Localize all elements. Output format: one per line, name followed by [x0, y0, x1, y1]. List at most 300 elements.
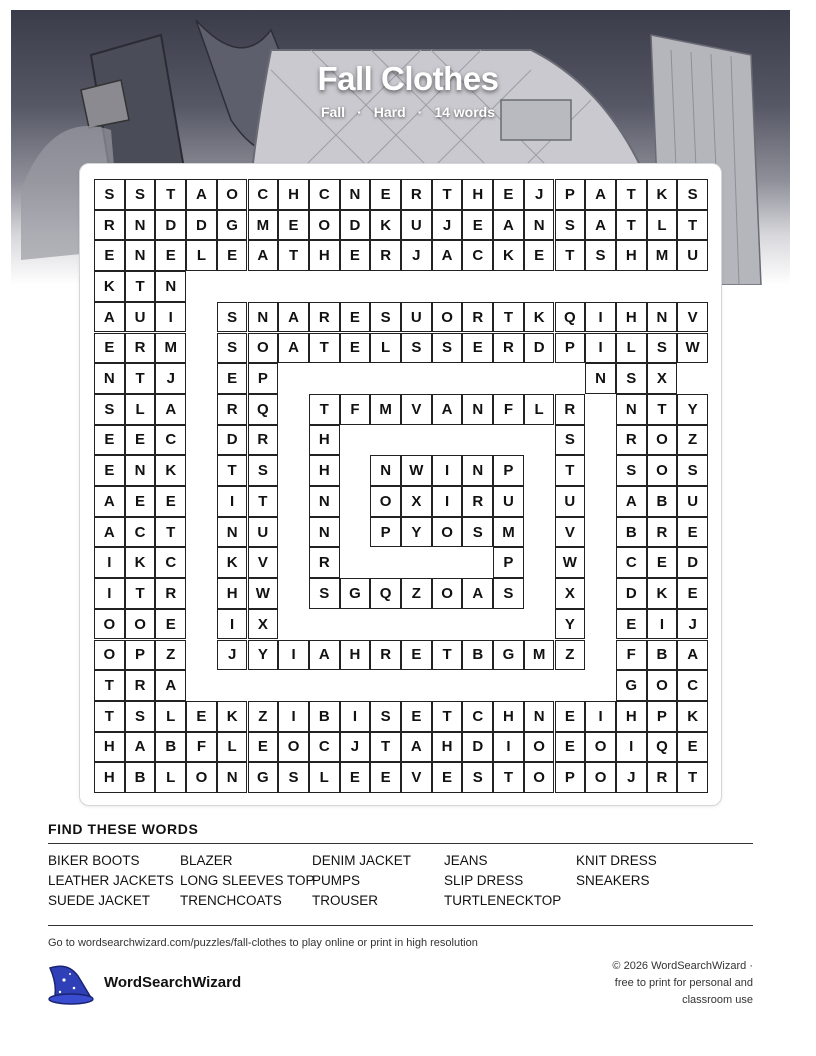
grid-cell[interactable]: P: [248, 363, 279, 394]
grid-cell[interactable]: E: [155, 486, 186, 517]
grid-cell[interactable]: A: [186, 179, 217, 210]
grid-cell[interactable]: H: [340, 640, 371, 671]
grid-cell[interactable]: D: [677, 547, 708, 578]
grid-cell[interactable]: N: [616, 394, 647, 425]
grid-cell[interactable]: E: [401, 640, 432, 671]
grid-cell[interactable]: Y: [677, 394, 708, 425]
grid-cell[interactable]: C: [309, 732, 340, 763]
grid-cell[interactable]: O: [432, 578, 463, 609]
grid-cell[interactable]: K: [217, 547, 248, 578]
grid-cell[interactable]: T: [432, 701, 463, 732]
grid-cell[interactable]: E: [340, 240, 371, 271]
grid-cell[interactable]: E: [155, 609, 186, 640]
grid-cell[interactable]: R: [94, 210, 125, 241]
grid-cell[interactable]: P: [370, 517, 401, 548]
grid-cell[interactable]: I: [155, 302, 186, 333]
grid-cell[interactable]: E: [493, 179, 524, 210]
grid-cell[interactable]: G: [616, 670, 647, 701]
grid-cell[interactable]: V: [401, 762, 432, 793]
grid-cell[interactable]: H: [462, 179, 493, 210]
grid-cell[interactable]: R: [248, 425, 279, 456]
grid-cell[interactable]: E: [94, 455, 125, 486]
grid-cell[interactable]: E: [677, 517, 708, 548]
grid-cell[interactable]: S: [677, 455, 708, 486]
grid-cell[interactable]: O: [432, 302, 463, 333]
grid-cell[interactable]: S: [125, 701, 156, 732]
grid-cell[interactable]: S: [94, 179, 125, 210]
grid-cell[interactable]: T: [125, 271, 156, 302]
grid-cell[interactable]: H: [309, 425, 340, 456]
grid-cell[interactable]: I: [647, 609, 678, 640]
grid-cell[interactable]: C: [155, 547, 186, 578]
grid-cell[interactable]: E: [370, 179, 401, 210]
grid-cell[interactable]: S: [248, 455, 279, 486]
grid-cell[interactable]: S: [125, 179, 156, 210]
grid-cell[interactable]: R: [462, 302, 493, 333]
grid-cell[interactable]: S: [616, 455, 647, 486]
grid-cell[interactable]: T: [555, 240, 586, 271]
grid-cell[interactable]: R: [647, 762, 678, 793]
grid-cell[interactable]: K: [217, 701, 248, 732]
grid-cell[interactable]: D: [462, 732, 493, 763]
grid-cell[interactable]: T: [370, 732, 401, 763]
grid-cell[interactable]: E: [401, 701, 432, 732]
grid-cell[interactable]: C: [462, 240, 493, 271]
grid-cell[interactable]: J: [217, 640, 248, 671]
grid-cell[interactable]: R: [217, 394, 248, 425]
grid-cell[interactable]: E: [677, 732, 708, 763]
grid-cell[interactable]: G: [340, 578, 371, 609]
grid-cell[interactable]: V: [401, 394, 432, 425]
grid-cell[interactable]: D: [217, 425, 248, 456]
grid-cell[interactable]: N: [94, 363, 125, 394]
grid-cell[interactable]: R: [462, 486, 493, 517]
grid-cell[interactable]: O: [524, 762, 555, 793]
grid-cell[interactable]: G: [493, 640, 524, 671]
grid-cell[interactable]: T: [94, 670, 125, 701]
grid-cell[interactable]: T: [555, 455, 586, 486]
grid-cell[interactable]: R: [309, 547, 340, 578]
grid-cell[interactable]: H: [616, 240, 647, 271]
grid-cell[interactable]: E: [616, 609, 647, 640]
grid-cell[interactable]: E: [340, 333, 371, 364]
grid-cell[interactable]: H: [278, 179, 309, 210]
grid-cell[interactable]: T: [432, 640, 463, 671]
grid-cell[interactable]: C: [616, 547, 647, 578]
grid-cell[interactable]: T: [155, 179, 186, 210]
grid-cell[interactable]: F: [493, 394, 524, 425]
grid-cell[interactable]: H: [432, 732, 463, 763]
grid-cell[interactable]: S: [555, 425, 586, 456]
grid-cell[interactable]: H: [217, 578, 248, 609]
grid-cell[interactable]: Q: [647, 732, 678, 763]
grid-cell[interactable]: B: [616, 517, 647, 548]
grid-cell[interactable]: T: [155, 517, 186, 548]
grid-cell[interactable]: N: [125, 210, 156, 241]
grid-cell[interactable]: E: [555, 701, 586, 732]
grid-cell[interactable]: O: [585, 762, 616, 793]
grid-cell[interactable]: O: [370, 486, 401, 517]
grid-cell[interactable]: I: [432, 486, 463, 517]
grid-cell[interactable]: A: [278, 302, 309, 333]
grid-cell[interactable]: B: [155, 732, 186, 763]
grid-cell[interactable]: V: [555, 517, 586, 548]
grid-cell[interactable]: M: [370, 394, 401, 425]
grid-cell[interactable]: E: [370, 762, 401, 793]
grid-cell[interactable]: T: [125, 363, 156, 394]
grid-cell[interactable]: A: [401, 732, 432, 763]
grid-cell[interactable]: K: [647, 578, 678, 609]
grid-cell[interactable]: I: [585, 701, 616, 732]
grid-cell[interactable]: O: [524, 732, 555, 763]
grid-cell[interactable]: H: [493, 701, 524, 732]
grid-cell[interactable]: X: [401, 486, 432, 517]
grid-cell[interactable]: K: [677, 701, 708, 732]
grid-cell[interactable]: T: [217, 455, 248, 486]
grid-cell[interactable]: J: [677, 609, 708, 640]
grid-cell[interactable]: P: [555, 333, 586, 364]
grid-cell[interactable]: M: [524, 640, 555, 671]
grid-cell[interactable]: W: [677, 333, 708, 364]
grid-cell[interactable]: F: [340, 394, 371, 425]
grid-cell[interactable]: S: [585, 240, 616, 271]
grid-cell[interactable]: N: [217, 762, 248, 793]
grid-cell[interactable]: H: [309, 240, 340, 271]
grid-cell[interactable]: M: [493, 517, 524, 548]
grid-cell[interactable]: J: [401, 240, 432, 271]
grid-cell[interactable]: E: [248, 732, 279, 763]
grid-cell[interactable]: C: [677, 670, 708, 701]
grid-cell[interactable]: L: [155, 762, 186, 793]
grid-cell[interactable]: U: [248, 517, 279, 548]
grid-cell[interactable]: I: [616, 732, 647, 763]
grid-cell[interactable]: C: [125, 517, 156, 548]
grid-cell[interactable]: R: [155, 578, 186, 609]
grid-cell[interactable]: K: [125, 547, 156, 578]
grid-cell[interactable]: N: [370, 455, 401, 486]
grid-cell[interactable]: T: [94, 701, 125, 732]
grid-cell[interactable]: I: [94, 578, 125, 609]
grid-cell[interactable]: A: [616, 486, 647, 517]
grid-cell[interactable]: R: [493, 333, 524, 364]
grid-cell[interactable]: J: [340, 732, 371, 763]
grid-cell[interactable]: N: [462, 394, 493, 425]
grid-cell[interactable]: E: [278, 210, 309, 241]
grid-cell[interactable]: J: [432, 210, 463, 241]
grid-cell[interactable]: V: [677, 302, 708, 333]
grid-cell[interactable]: N: [155, 271, 186, 302]
grid-cell[interactable]: A: [432, 394, 463, 425]
grid-cell[interactable]: A: [585, 179, 616, 210]
grid-cell[interactable]: I: [94, 547, 125, 578]
grid-cell[interactable]: S: [401, 333, 432, 364]
grid-cell[interactable]: Z: [555, 640, 586, 671]
grid-cell[interactable]: D: [524, 333, 555, 364]
grid-cell[interactable]: I: [340, 701, 371, 732]
grid-cell[interactable]: H: [94, 762, 125, 793]
grid-cell[interactable]: E: [647, 547, 678, 578]
grid-cell[interactable]: N: [524, 701, 555, 732]
grid-cell[interactable]: K: [94, 271, 125, 302]
grid-cell[interactable]: N: [647, 302, 678, 333]
grid-cell[interactable]: U: [401, 210, 432, 241]
grid-cell[interactable]: N: [125, 240, 156, 271]
grid-cell[interactable]: S: [370, 701, 401, 732]
grid-cell[interactable]: R: [125, 333, 156, 364]
grid-cell[interactable]: R: [555, 394, 586, 425]
grid-cell[interactable]: Z: [248, 701, 279, 732]
grid-cell[interactable]: R: [401, 179, 432, 210]
grid-cell[interactable]: T: [616, 179, 647, 210]
grid-cell[interactable]: T: [493, 762, 524, 793]
grid-cell[interactable]: S: [309, 578, 340, 609]
grid-cell[interactable]: T: [677, 210, 708, 241]
grid-cell[interactable]: A: [94, 302, 125, 333]
grid-cell[interactable]: I: [493, 732, 524, 763]
grid-cell[interactable]: T: [677, 762, 708, 793]
grid-cell[interactable]: L: [309, 762, 340, 793]
grid-cell[interactable]: E: [94, 333, 125, 364]
grid-cell[interactable]: O: [248, 333, 279, 364]
grid-cell[interactable]: T: [278, 240, 309, 271]
grid-cell[interactable]: W: [555, 547, 586, 578]
grid-cell[interactable]: L: [370, 333, 401, 364]
grid-cell[interactable]: R: [309, 302, 340, 333]
grid-cell[interactable]: P: [647, 701, 678, 732]
grid-cell[interactable]: N: [309, 517, 340, 548]
grid-cell[interactable]: K: [370, 210, 401, 241]
grid-cell[interactable]: O: [647, 425, 678, 456]
grid-cell[interactable]: W: [248, 578, 279, 609]
grid-cell[interactable]: O: [278, 732, 309, 763]
grid-cell[interactable]: P: [493, 547, 524, 578]
grid-cell[interactable]: R: [125, 670, 156, 701]
grid-cell[interactable]: S: [647, 333, 678, 364]
grid-cell[interactable]: O: [125, 609, 156, 640]
grid-cell[interactable]: U: [677, 486, 708, 517]
grid-cell[interactable]: U: [125, 302, 156, 333]
grid-cell[interactable]: N: [125, 455, 156, 486]
grid-cell[interactable]: T: [647, 394, 678, 425]
grid-cell[interactable]: E: [94, 425, 125, 456]
grid-cell[interactable]: D: [616, 578, 647, 609]
grid-cell[interactable]: X: [555, 578, 586, 609]
grid-cell[interactable]: P: [555, 179, 586, 210]
grid-cell[interactable]: K: [524, 302, 555, 333]
grid-cell[interactable]: I: [278, 640, 309, 671]
grid-cell[interactable]: O: [186, 762, 217, 793]
grid-cell[interactable]: G: [217, 210, 248, 241]
grid-cell[interactable]: F: [616, 640, 647, 671]
grid-cell[interactable]: P: [555, 762, 586, 793]
grid-cell[interactable]: S: [432, 333, 463, 364]
grid-cell[interactable]: E: [462, 333, 493, 364]
grid-cell[interactable]: C: [155, 425, 186, 456]
grid-cell[interactable]: O: [309, 210, 340, 241]
grid-cell[interactable]: A: [248, 240, 279, 271]
grid-cell[interactable]: H: [616, 302, 647, 333]
grid-cell[interactable]: I: [217, 486, 248, 517]
grid-cell[interactable]: A: [462, 578, 493, 609]
grid-cell[interactable]: O: [647, 670, 678, 701]
grid-cell[interactable]: X: [647, 363, 678, 394]
grid-cell[interactable]: N: [340, 179, 371, 210]
grid-cell[interactable]: N: [217, 517, 248, 548]
grid-cell[interactable]: B: [125, 762, 156, 793]
grid-cell[interactable]: S: [94, 394, 125, 425]
grid-cell[interactable]: E: [555, 732, 586, 763]
grid-cell[interactable]: R: [647, 517, 678, 548]
grid-cell[interactable]: Y: [401, 517, 432, 548]
letter-grid[interactable]: [94, 179, 708, 793]
grid-cell[interactable]: E: [432, 762, 463, 793]
grid-cell[interactable]: T: [125, 578, 156, 609]
grid-cell[interactable]: J: [616, 762, 647, 793]
grid-cell[interactable]: S: [462, 517, 493, 548]
grid-cell[interactable]: E: [677, 578, 708, 609]
grid-cell[interactable]: A: [432, 240, 463, 271]
grid-cell[interactable]: A: [278, 333, 309, 364]
grid-cell[interactable]: O: [94, 609, 125, 640]
grid-cell[interactable]: B: [647, 640, 678, 671]
grid-cell[interactable]: O: [432, 517, 463, 548]
grid-cell[interactable]: Z: [155, 640, 186, 671]
grid-cell[interactable]: H: [309, 455, 340, 486]
grid-cell[interactable]: T: [616, 210, 647, 241]
grid-cell[interactable]: R: [616, 425, 647, 456]
grid-cell[interactable]: L: [616, 333, 647, 364]
grid-cell[interactable]: S: [616, 363, 647, 394]
grid-cell[interactable]: C: [248, 179, 279, 210]
grid-cell[interactable]: A: [493, 210, 524, 241]
grid-cell[interactable]: T: [309, 394, 340, 425]
grid-cell[interactable]: M: [248, 210, 279, 241]
grid-cell[interactable]: E: [217, 363, 248, 394]
play-online-link-text[interactable]: Go to wordsearchwizard.com/puzzles/fall-clothes to play online or print in high resolution: [48, 937, 478, 949]
grid-cell[interactable]: S: [462, 762, 493, 793]
grid-cell[interactable]: P: [125, 640, 156, 671]
grid-cell[interactable]: Q: [370, 578, 401, 609]
grid-cell[interactable]: N: [309, 486, 340, 517]
grid-cell[interactable]: Q: [555, 302, 586, 333]
grid-cell[interactable]: U: [401, 302, 432, 333]
grid-cell[interactable]: A: [585, 210, 616, 241]
grid-cell[interactable]: E: [217, 240, 248, 271]
grid-cell[interactable]: U: [493, 486, 524, 517]
grid-cell[interactable]: H: [616, 701, 647, 732]
grid-cell[interactable]: Z: [677, 425, 708, 456]
grid-cell[interactable]: T: [248, 486, 279, 517]
grid-cell[interactable]: I: [217, 609, 248, 640]
grid-cell[interactable]: O: [217, 179, 248, 210]
grid-cell[interactable]: A: [155, 670, 186, 701]
grid-cell[interactable]: B: [309, 701, 340, 732]
grid-cell[interactable]: N: [462, 455, 493, 486]
grid-cell[interactable]: I: [585, 302, 616, 333]
grid-cell[interactable]: Z: [401, 578, 432, 609]
grid-cell[interactable]: W: [401, 455, 432, 486]
grid-cell[interactable]: S: [217, 302, 248, 333]
grid-cell[interactable]: K: [647, 179, 678, 210]
grid-cell[interactable]: J: [524, 179, 555, 210]
grid-cell[interactable]: X: [248, 609, 279, 640]
grid-cell[interactable]: K: [155, 455, 186, 486]
grid-cell[interactable]: N: [585, 363, 616, 394]
grid-cell[interactable]: A: [94, 517, 125, 548]
grid-cell[interactable]: I: [432, 455, 463, 486]
grid-cell[interactable]: V: [248, 547, 279, 578]
grid-cell[interactable]: E: [94, 240, 125, 271]
grid-cell[interactable]: E: [340, 302, 371, 333]
grid-cell[interactable]: A: [155, 394, 186, 425]
grid-cell[interactable]: S: [555, 210, 586, 241]
grid-cell[interactable]: S: [677, 179, 708, 210]
grid-cell[interactable]: A: [125, 732, 156, 763]
grid-cell[interactable]: K: [493, 240, 524, 271]
grid-cell[interactable]: E: [186, 701, 217, 732]
grid-cell[interactable]: U: [677, 240, 708, 271]
grid-cell[interactable]: U: [555, 486, 586, 517]
grid-cell[interactable]: A: [94, 486, 125, 517]
grid-cell[interactable]: T: [493, 302, 524, 333]
grid-cell[interactable]: D: [155, 210, 186, 241]
grid-cell[interactable]: E: [125, 486, 156, 517]
grid-cell[interactable]: H: [94, 732, 125, 763]
grid-cell[interactable]: S: [370, 302, 401, 333]
grid-cell[interactable]: N: [248, 302, 279, 333]
grid-cell[interactable]: E: [462, 210, 493, 241]
grid-cell[interactable]: Q: [248, 394, 279, 425]
grid-cell[interactable]: B: [647, 486, 678, 517]
grid-cell[interactable]: C: [309, 179, 340, 210]
grid-cell[interactable]: L: [647, 210, 678, 241]
grid-cell[interactable]: E: [155, 240, 186, 271]
grid-cell[interactable]: D: [186, 210, 217, 241]
grid-cell[interactable]: S: [278, 762, 309, 793]
grid-cell[interactable]: A: [677, 640, 708, 671]
grid-cell[interactable]: L: [217, 732, 248, 763]
grid-cell[interactable]: D: [340, 210, 371, 241]
grid-cell[interactable]: I: [585, 333, 616, 364]
grid-cell[interactable]: I: [278, 701, 309, 732]
grid-cell[interactable]: T: [309, 333, 340, 364]
grid-cell[interactable]: S: [493, 578, 524, 609]
grid-cell[interactable]: M: [155, 333, 186, 364]
grid-cell[interactable]: Y: [248, 640, 279, 671]
grid-cell[interactable]: P: [493, 455, 524, 486]
grid-cell[interactable]: O: [647, 455, 678, 486]
grid-cell[interactable]: C: [462, 701, 493, 732]
grid-cell[interactable]: L: [155, 701, 186, 732]
grid-cell[interactable]: R: [370, 640, 401, 671]
grid-cell[interactable]: E: [524, 240, 555, 271]
grid-cell[interactable]: Y: [555, 609, 586, 640]
grid-cell[interactable]: F: [186, 732, 217, 763]
grid-cell[interactable]: A: [309, 640, 340, 671]
grid-cell[interactable]: E: [125, 425, 156, 456]
grid-cell[interactable]: O: [94, 640, 125, 671]
grid-cell[interactable]: L: [125, 394, 156, 425]
grid-cell[interactable]: B: [462, 640, 493, 671]
grid-cell[interactable]: M: [647, 240, 678, 271]
grid-cell[interactable]: N: [524, 210, 555, 241]
grid-cell[interactable]: S: [217, 333, 248, 364]
grid-cell[interactable]: G: [248, 762, 279, 793]
grid-cell[interactable]: E: [340, 762, 371, 793]
grid-cell[interactable]: L: [186, 240, 217, 271]
grid-cell[interactable]: O: [585, 732, 616, 763]
grid-cell[interactable]: L: [524, 394, 555, 425]
